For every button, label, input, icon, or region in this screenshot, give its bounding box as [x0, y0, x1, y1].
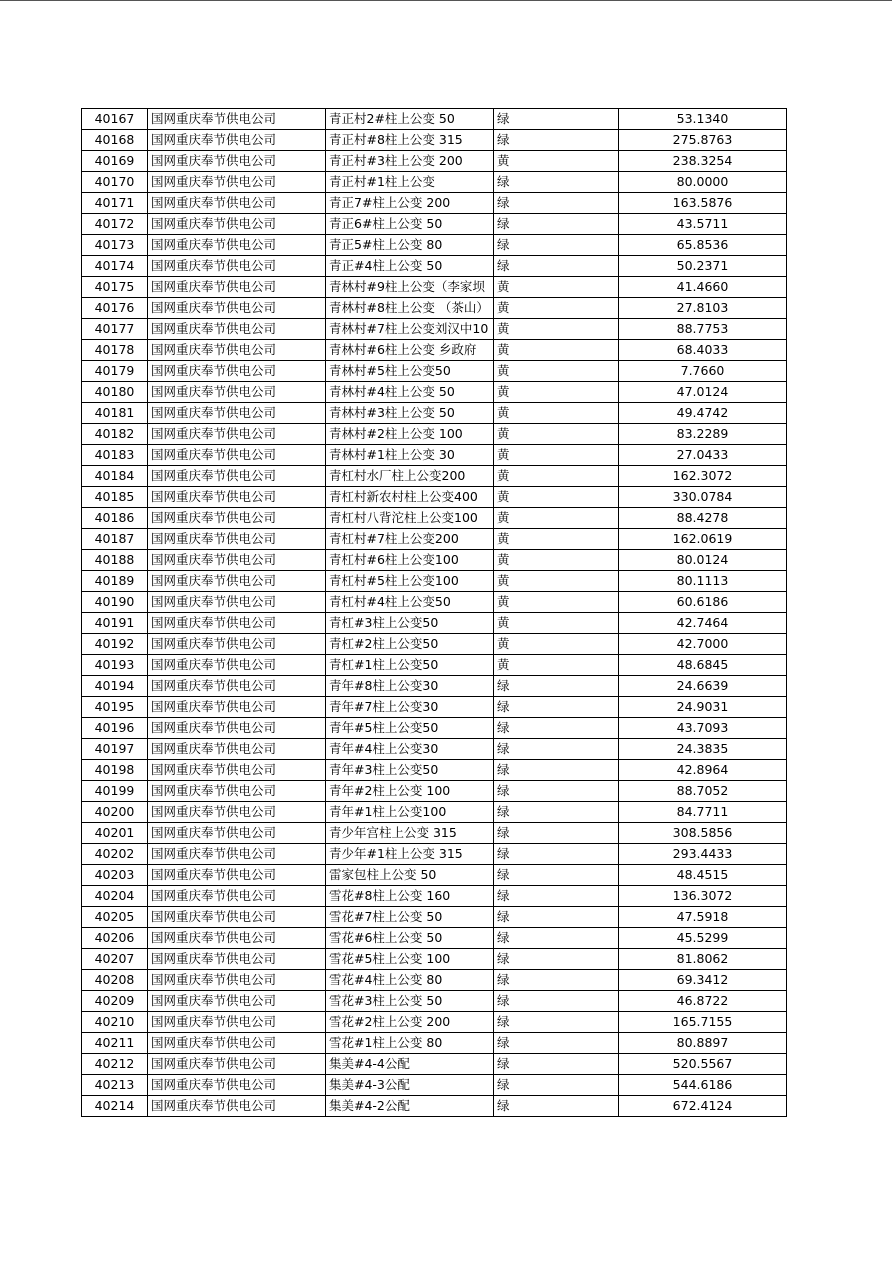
table-row	[82, 865, 787, 886]
cell-status: 黄	[494, 382, 619, 403]
cell-id: 40183	[82, 445, 148, 466]
cell-transformer-name: 青正村2#柱上公变 50	[326, 109, 494, 130]
cell-company: 国网重庆奉节供电公司	[148, 382, 326, 403]
cell-company: 国网重庆奉节供电公司	[148, 277, 326, 298]
cell-id: 40189	[82, 571, 148, 592]
cell-company: 国网重庆奉节供电公司	[148, 487, 326, 508]
cell-transformer-name: 青林村#1柱上公变 30	[326, 445, 494, 466]
cell-transformer-name: 青林村#8柱上公变 （茶山）	[326, 298, 494, 319]
cell-id: 40185	[82, 487, 148, 508]
cell-value: 46.8722	[619, 991, 787, 1012]
cell-value: 162.0619	[619, 529, 787, 550]
cell-value: 88.7753	[619, 319, 787, 340]
table-row	[82, 697, 787, 718]
table-row	[82, 445, 787, 466]
cell-company: 国网重庆奉节供电公司	[148, 823, 326, 844]
cell-status: 绿	[494, 1096, 619, 1117]
cell-id: 40169	[82, 151, 148, 172]
cell-value: 84.7711	[619, 802, 787, 823]
cell-value: 41.4660	[619, 277, 787, 298]
cell-value: 27.0433	[619, 445, 787, 466]
cell-value: 47.0124	[619, 382, 787, 403]
cell-company: 国网重庆奉节供电公司	[148, 403, 326, 424]
cell-status: 黄	[494, 571, 619, 592]
cell-id: 40212	[82, 1054, 148, 1075]
cell-transformer-name: 青杠村八背沱柱上公变100	[326, 508, 494, 529]
page-top-border	[0, 0, 892, 1]
cell-id: 40177	[82, 319, 148, 340]
table-row	[82, 550, 787, 571]
cell-status: 绿	[494, 1033, 619, 1054]
table-row	[82, 886, 787, 907]
cell-company: 国网重庆奉节供电公司	[148, 508, 326, 529]
cell-value: 65.8536	[619, 235, 787, 256]
cell-company: 国网重庆奉节供电公司	[148, 529, 326, 550]
table-row	[82, 214, 787, 235]
cell-status: 绿	[494, 949, 619, 970]
cell-transformer-name: 雪花#2柱上公变 200	[326, 1012, 494, 1033]
cell-status: 绿	[494, 214, 619, 235]
cell-value: 24.6639	[619, 676, 787, 697]
cell-value: 43.5711	[619, 214, 787, 235]
cell-company: 国网重庆奉节供电公司	[148, 991, 326, 1012]
cell-transformer-name: 雪花#3柱上公变 50	[326, 991, 494, 1012]
cell-id: 40170	[82, 172, 148, 193]
cell-transformer-name: 青林村#3柱上公变 50	[326, 403, 494, 424]
table-row	[82, 739, 787, 760]
cell-transformer-name: 青正7#柱上公变 200	[326, 193, 494, 214]
cell-value: 60.6186	[619, 592, 787, 613]
cell-transformer-name: 青年#7柱上公变30	[326, 697, 494, 718]
cell-id: 40180	[82, 382, 148, 403]
cell-value: 136.3072	[619, 886, 787, 907]
cell-company: 国网重庆奉节供电公司	[148, 235, 326, 256]
cell-transformer-name: 青杠#2柱上公变50	[326, 634, 494, 655]
cell-company: 国网重庆奉节供电公司	[148, 613, 326, 634]
cell-company: 国网重庆奉节供电公司	[148, 256, 326, 277]
cell-id: 40193	[82, 655, 148, 676]
cell-id: 40191	[82, 613, 148, 634]
cell-transformer-name: 青林村#2柱上公变 100	[326, 424, 494, 445]
cell-company: 国网重庆奉节供电公司	[148, 466, 326, 487]
cell-value: 24.3835	[619, 739, 787, 760]
cell-value: 42.8964	[619, 760, 787, 781]
cell-transformer-name: 雪花#7柱上公变 50	[326, 907, 494, 928]
table-row	[82, 1054, 787, 1075]
cell-company: 国网重庆奉节供电公司	[148, 1096, 326, 1117]
cell-status: 黄	[494, 298, 619, 319]
cell-transformer-name: 青林村#5柱上公变50	[326, 361, 494, 382]
cell-company: 国网重庆奉节供电公司	[148, 109, 326, 130]
cell-value: 24.9031	[619, 697, 787, 718]
cell-company: 国网重庆奉节供电公司	[148, 634, 326, 655]
cell-company: 国网重庆奉节供电公司	[148, 151, 326, 172]
cell-id: 40209	[82, 991, 148, 1012]
cell-company: 国网重庆奉节供电公司	[148, 592, 326, 613]
table-row	[82, 487, 787, 508]
cell-value: 330.0784	[619, 487, 787, 508]
table-row	[82, 613, 787, 634]
cell-company: 国网重庆奉节供电公司	[148, 970, 326, 991]
cell-company: 国网重庆奉节供电公司	[148, 361, 326, 382]
cell-value: 81.8062	[619, 949, 787, 970]
cell-id: 40206	[82, 928, 148, 949]
cell-status: 黄	[494, 445, 619, 466]
cell-id: 40196	[82, 718, 148, 739]
table-row	[82, 802, 787, 823]
cell-company: 国网重庆奉节供电公司	[148, 739, 326, 760]
cell-transformer-name: 青林村#7柱上公变刘汉中10	[326, 319, 494, 340]
table-row	[82, 529, 787, 550]
cell-status: 绿	[494, 928, 619, 949]
table-row	[82, 571, 787, 592]
cell-id: 40172	[82, 214, 148, 235]
table-row	[82, 109, 787, 130]
cell-transformer-name: 青杠#1柱上公变50	[326, 655, 494, 676]
cell-transformer-name: 雪花#6柱上公变 50	[326, 928, 494, 949]
table-row	[82, 970, 787, 991]
cell-transformer-name: 雪花#1柱上公变 80	[326, 1033, 494, 1054]
table-row	[82, 508, 787, 529]
cell-id: 40205	[82, 907, 148, 928]
cell-transformer-name: 雪花#4柱上公变 80	[326, 970, 494, 991]
cell-id: 40207	[82, 949, 148, 970]
cell-transformer-name: 青正村#3柱上公变 200	[326, 151, 494, 172]
cell-value: 42.7464	[619, 613, 787, 634]
cell-status: 绿	[494, 844, 619, 865]
cell-company: 国网重庆奉节供电公司	[148, 949, 326, 970]
table-row	[82, 340, 787, 361]
cell-transformer-name: 青杠#3柱上公变50	[326, 613, 494, 634]
cell-value: 69.3412	[619, 970, 787, 991]
cell-value: 47.5918	[619, 907, 787, 928]
cell-value: 165.7155	[619, 1012, 787, 1033]
cell-company: 国网重庆奉节供电公司	[148, 193, 326, 214]
cell-value: 308.5856	[619, 823, 787, 844]
cell-id: 40200	[82, 802, 148, 823]
table-row	[82, 130, 787, 151]
cell-transformer-name: 青杠村#6柱上公变100	[326, 550, 494, 571]
cell-status: 绿	[494, 130, 619, 151]
cell-transformer-name: 青林村#4柱上公变 50	[326, 382, 494, 403]
cell-id: 40203	[82, 865, 148, 886]
table-row	[82, 298, 787, 319]
cell-transformer-name: 青杠村#5柱上公变100	[326, 571, 494, 592]
table-row	[82, 151, 787, 172]
cell-id: 40190	[82, 592, 148, 613]
cell-status: 黄	[494, 319, 619, 340]
cell-id: 40197	[82, 739, 148, 760]
cell-company: 国网重庆奉节供电公司	[148, 802, 326, 823]
cell-id: 40198	[82, 760, 148, 781]
cell-id: 40208	[82, 970, 148, 991]
cell-id: 40176	[82, 298, 148, 319]
cell-transformer-name: 雪花#5柱上公变 100	[326, 949, 494, 970]
cell-company: 国网重庆奉节供电公司	[148, 928, 326, 949]
cell-value: 88.4278	[619, 508, 787, 529]
table-row	[82, 1033, 787, 1054]
cell-company: 国网重庆奉节供电公司	[148, 340, 326, 361]
cell-company: 国网重庆奉节供电公司	[148, 1054, 326, 1075]
cell-company: 国网重庆奉节供电公司	[148, 424, 326, 445]
cell-status: 绿	[494, 739, 619, 760]
cell-value: 163.5876	[619, 193, 787, 214]
cell-company: 国网重庆奉节供电公司	[148, 865, 326, 886]
cell-company: 国网重庆奉节供电公司	[148, 298, 326, 319]
cell-id: 40187	[82, 529, 148, 550]
table-row	[82, 361, 787, 382]
table-row	[82, 655, 787, 676]
cell-id: 40214	[82, 1096, 148, 1117]
transformer-table	[81, 108, 787, 1117]
cell-company: 国网重庆奉节供电公司	[148, 697, 326, 718]
cell-status: 黄	[494, 655, 619, 676]
cell-value: 520.5567	[619, 1054, 787, 1075]
cell-value: 43.7093	[619, 718, 787, 739]
cell-value: 68.4033	[619, 340, 787, 361]
cell-id: 40202	[82, 844, 148, 865]
table-row	[82, 256, 787, 277]
cell-id: 40167	[82, 109, 148, 130]
cell-company: 国网重庆奉节供电公司	[148, 571, 326, 592]
cell-company: 国网重庆奉节供电公司	[148, 1075, 326, 1096]
cell-status: 黄	[494, 550, 619, 571]
cell-status: 黄	[494, 277, 619, 298]
cell-status: 绿	[494, 907, 619, 928]
cell-company: 国网重庆奉节供电公司	[148, 214, 326, 235]
cell-transformer-name: 青年#8柱上公变30	[326, 676, 494, 697]
table-row	[82, 760, 787, 781]
table-row	[82, 991, 787, 1012]
cell-value: 83.2289	[619, 424, 787, 445]
cell-value: 7.7660	[619, 361, 787, 382]
cell-status: 绿	[494, 676, 619, 697]
cell-status: 绿	[494, 970, 619, 991]
cell-id: 40178	[82, 340, 148, 361]
cell-value: 48.4515	[619, 865, 787, 886]
table-row	[82, 1012, 787, 1033]
cell-status: 绿	[494, 172, 619, 193]
table-row	[82, 319, 787, 340]
cell-company: 国网重庆奉节供电公司	[148, 676, 326, 697]
cell-value: 80.1113	[619, 571, 787, 592]
cell-status: 黄	[494, 634, 619, 655]
cell-status: 绿	[494, 865, 619, 886]
cell-status: 黄	[494, 151, 619, 172]
cell-status: 黄	[494, 592, 619, 613]
cell-value: 275.8763	[619, 130, 787, 151]
cell-transformer-name: 青杠村水厂柱上公变200	[326, 466, 494, 487]
cell-status: 黄	[494, 487, 619, 508]
table-row	[82, 928, 787, 949]
cell-transformer-name: 青年#5柱上公变50	[326, 718, 494, 739]
cell-value: 80.0000	[619, 172, 787, 193]
table-row	[82, 172, 787, 193]
cell-status: 绿	[494, 697, 619, 718]
cell-transformer-name: 青林村#6柱上公变 乡政府	[326, 340, 494, 361]
cell-transformer-name: 雷家包柱上公变 50	[326, 865, 494, 886]
table-row	[82, 466, 787, 487]
cell-status: 绿	[494, 781, 619, 802]
cell-company: 国网重庆奉节供电公司	[148, 655, 326, 676]
table-row	[82, 277, 787, 298]
cell-transformer-name: 青少年宫柱上公变 315	[326, 823, 494, 844]
table-row	[82, 1096, 787, 1117]
cell-company: 国网重庆奉节供电公司	[148, 886, 326, 907]
cell-id: 40213	[82, 1075, 148, 1096]
cell-transformer-name: 青杠村#7柱上公变200	[326, 529, 494, 550]
cell-id: 40175	[82, 277, 148, 298]
cell-transformer-name: 青林村#9柱上公变（李家坝	[326, 277, 494, 298]
cell-company: 国网重庆奉节供电公司	[148, 907, 326, 928]
table-row	[82, 382, 787, 403]
cell-transformer-name: 青杠村#4柱上公变50	[326, 592, 494, 613]
cell-company: 国网重庆奉节供电公司	[148, 760, 326, 781]
cell-transformer-name: 青正#4柱上公变 50	[326, 256, 494, 277]
cell-transformer-name: 青杠村新农村柱上公变400	[326, 487, 494, 508]
cell-status: 黄	[494, 340, 619, 361]
cell-company: 国网重庆奉节供电公司	[148, 445, 326, 466]
cell-id: 40171	[82, 193, 148, 214]
cell-status: 绿	[494, 1012, 619, 1033]
cell-company: 国网重庆奉节供电公司	[148, 1012, 326, 1033]
table-row	[82, 718, 787, 739]
table-row	[82, 781, 787, 802]
cell-transformer-name: 青年#2柱上公变 100	[326, 781, 494, 802]
cell-id: 40211	[82, 1033, 148, 1054]
cell-transformer-name: 集美#4-2公配	[326, 1096, 494, 1117]
cell-status: 绿	[494, 1054, 619, 1075]
cell-value: 49.4742	[619, 403, 787, 424]
table-row	[82, 193, 787, 214]
cell-status: 绿	[494, 760, 619, 781]
cell-status: 黄	[494, 403, 619, 424]
cell-company: 国网重庆奉节供电公司	[148, 844, 326, 865]
cell-status: 绿	[494, 718, 619, 739]
cell-value: 42.7000	[619, 634, 787, 655]
cell-id: 40201	[82, 823, 148, 844]
cell-transformer-name: 雪花#8柱上公变 160	[326, 886, 494, 907]
table-body	[82, 109, 787, 1117]
cell-value: 544.6186	[619, 1075, 787, 1096]
cell-status: 绿	[494, 823, 619, 844]
cell-id: 40188	[82, 550, 148, 571]
cell-value: 238.3254	[619, 151, 787, 172]
cell-value: 48.6845	[619, 655, 787, 676]
table-row	[82, 235, 787, 256]
cell-value: 45.5299	[619, 928, 787, 949]
cell-company: 国网重庆奉节供电公司	[148, 1033, 326, 1054]
cell-transformer-name: 集美#4-3公配	[326, 1075, 494, 1096]
table-row	[82, 844, 787, 865]
table-row	[82, 634, 787, 655]
cell-id: 40182	[82, 424, 148, 445]
cell-value: 50.2371	[619, 256, 787, 277]
cell-status: 绿	[494, 802, 619, 823]
table-row	[82, 907, 787, 928]
cell-status: 黄	[494, 613, 619, 634]
cell-status: 绿	[494, 256, 619, 277]
cell-transformer-name: 青正村#8柱上公变 315	[326, 130, 494, 151]
cell-transformer-name: 青正6#柱上公变 50	[326, 214, 494, 235]
cell-company: 国网重庆奉节供电公司	[148, 319, 326, 340]
cell-transformer-name: 青年#1柱上公变100	[326, 802, 494, 823]
cell-status: 黄	[494, 466, 619, 487]
cell-status: 绿	[494, 235, 619, 256]
table-row	[82, 823, 787, 844]
cell-value: 293.4433	[619, 844, 787, 865]
cell-transformer-name: 集美#4-4公配	[326, 1054, 494, 1075]
cell-id: 40195	[82, 697, 148, 718]
cell-status: 黄	[494, 424, 619, 445]
cell-transformer-name: 青正5#柱上公变 80	[326, 235, 494, 256]
cell-transformer-name: 青正村#1柱上公变	[326, 172, 494, 193]
cell-status: 黄	[494, 508, 619, 529]
cell-id: 40204	[82, 886, 148, 907]
cell-value: 88.7052	[619, 781, 787, 802]
cell-value: 53.1340	[619, 109, 787, 130]
table-row	[82, 592, 787, 613]
cell-value: 80.0124	[619, 550, 787, 571]
cell-company: 国网重庆奉节供电公司	[148, 781, 326, 802]
cell-status: 绿	[494, 991, 619, 1012]
cell-company: 国网重庆奉节供电公司	[148, 172, 326, 193]
table-row	[82, 424, 787, 445]
cell-transformer-name: 青年#4柱上公变30	[326, 739, 494, 760]
cell-id: 40181	[82, 403, 148, 424]
cell-id: 40168	[82, 130, 148, 151]
table-row	[82, 676, 787, 697]
cell-id: 40179	[82, 361, 148, 382]
cell-id: 40174	[82, 256, 148, 277]
cell-value: 162.3072	[619, 466, 787, 487]
cell-id: 40186	[82, 508, 148, 529]
cell-company: 国网重庆奉节供电公司	[148, 718, 326, 739]
cell-status: 绿	[494, 1075, 619, 1096]
cell-id: 40210	[82, 1012, 148, 1033]
cell-status: 黄	[494, 361, 619, 382]
cell-status: 绿	[494, 109, 619, 130]
cell-transformer-name: 青少年#1柱上公变 315	[326, 844, 494, 865]
cell-transformer-name: 青年#3柱上公变50	[326, 760, 494, 781]
cell-status: 绿	[494, 193, 619, 214]
cell-id: 40199	[82, 781, 148, 802]
table-row	[82, 949, 787, 970]
cell-status: 绿	[494, 886, 619, 907]
cell-company: 国网重庆奉节供电公司	[148, 130, 326, 151]
cell-status: 黄	[494, 529, 619, 550]
cell-id: 40194	[82, 676, 148, 697]
cell-id: 40192	[82, 634, 148, 655]
cell-value: 80.8897	[619, 1033, 787, 1054]
table-row	[82, 403, 787, 424]
cell-company: 国网重庆奉节供电公司	[148, 550, 326, 571]
cell-value: 672.4124	[619, 1096, 787, 1117]
cell-value: 27.8103	[619, 298, 787, 319]
cell-id: 40184	[82, 466, 148, 487]
table-row	[82, 1075, 787, 1096]
cell-id: 40173	[82, 235, 148, 256]
